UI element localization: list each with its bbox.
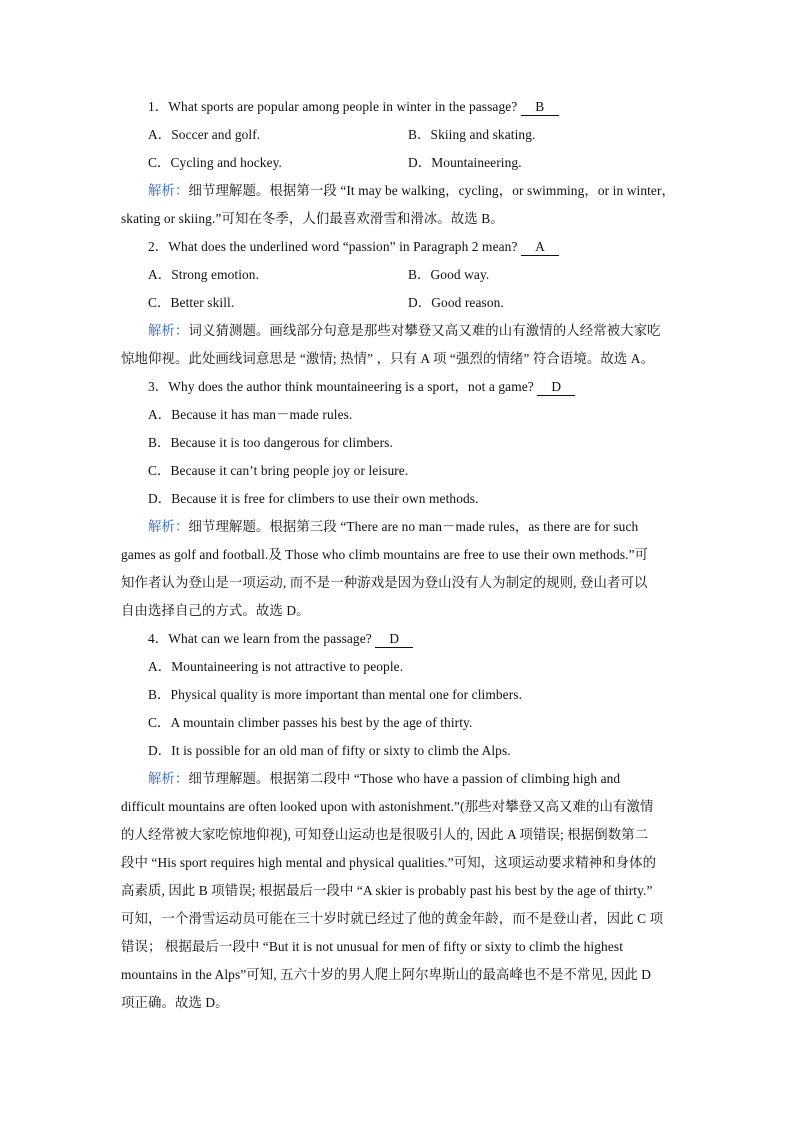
q3-explanation-line-3: 知作者认为登山是一项运动, 而不是一种游戏是因为登山没有人为制定的规则, 登山者可以	[121, 575, 648, 590]
q3-explanation-line-1	[148, 513, 680, 541]
q2-explanation-text-1: 词义猜测题。画线部分句意是那些对攀登又高又难的山有激情的人经常被大家吃	[188, 323, 661, 338]
q4-explanation-line-2: difficult mountains are often looked upon with astonishment.”(那些对攀登又高又难的山有激情	[121, 799, 654, 814]
question-3-answer: D	[537, 379, 575, 396]
explanation-label: 解析：	[148, 323, 189, 338]
q4-explanation-line-4: 段中 “His sport requires high mental and physical qualities.”可知，这项运动要求精神和身体的	[121, 855, 657, 870]
q3-option-b: B．Because it is too dangerous for climbers.	[148, 435, 393, 450]
q1-explanation-text-1: 细节理解题。根据第一段 “It may be walking，cycling，or swimming，or in winter，	[188, 183, 676, 198]
question-4-answer: D	[375, 631, 413, 648]
q4-explanation-line-1	[148, 765, 680, 793]
question-2-answer: A	[521, 239, 559, 256]
q1-option-a: A．Soccer and golf.	[148, 127, 261, 142]
q1-option-c: C．Cycling and hockey.	[148, 155, 282, 170]
q3-explanation-text-1: 细节理解题。根据第三段 “There are no man－made rules，as there are for such	[188, 519, 639, 534]
q4-option-a: A．Mountaineering is not attractive to people.	[148, 659, 404, 674]
explanation-label: 解析：	[148, 771, 189, 786]
q4-explanation-line-3: 的人经常被大家吃惊地仰视), 可知登山运动也是很吸引人的, 因此 A 项错误; 根据倒数第二	[121, 827, 649, 842]
explanation-label: 解析：	[148, 183, 189, 198]
q3-explanation-line-4: 自由选择自己的方式。故选 D。	[121, 603, 310, 618]
q4-option-d: D．It is possible for an old man of fifty or sixty to climb the Alps.	[148, 743, 511, 758]
question-3-stem	[148, 373, 708, 401]
q4-option-b: B．Physical quality is more important than mental one for climbers.	[148, 687, 523, 702]
q3-option-a: A．Because it has man－made rules.	[148, 407, 353, 422]
q2-explanation-line-1	[148, 317, 680, 345]
q3-option-d: D．Because it is free for climbers to use their own methods.	[148, 491, 479, 506]
q2-option-a: A．Strong emotion.	[148, 267, 260, 282]
explanation-label: 解析：	[148, 519, 189, 534]
q4-explanation-line-8: mountains in the Alps”可知, 五六十岁的男人爬上阿尔卑斯山的最高峰也不是不常见, 因此 D	[121, 967, 652, 982]
q1-option-b: B．Skiing and skating.	[408, 127, 536, 142]
question-2-text: 2．What does the underlined word “passion” in Paragraph 2 mean?	[148, 239, 518, 254]
question-1-answer: B	[521, 99, 559, 116]
q4-explanation-line-7: 错误； 根据最后一段中 “But it is not unusual for men of fifty or sixty to climb the highest	[121, 939, 624, 954]
question-3-text: 3．Why does the author think mountaineering is a sport，not a game?	[148, 379, 534, 394]
question-2-stem	[148, 233, 708, 261]
q2-option-c: C．Better skill.	[148, 295, 235, 310]
q4-explanation-line-6: 可知，一个滑雪运动员可能在三十岁时就已经过了他的黄金年龄，而不是登山者，因此 C 项	[121, 911, 664, 926]
q4-explanation-line-9: 项正确。故选 D。	[121, 995, 229, 1010]
q2-explanation-line-2: 惊地仰视。此处画线词意思是 “激情; 热情” ，只有 A 项 “强烈的情绪” 符合语境。故选 A。	[121, 351, 655, 366]
q1-option-d: D．Mountaineering.	[408, 155, 522, 170]
q2-option-d: D．Good reason.	[408, 295, 504, 310]
q3-explanation-line-2: games as golf and football.及 Those who climb mountains are free to use their own methods.”可	[121, 547, 649, 562]
q4-explanation-line-5: 高素质, 因此 B 项错误; 根据最后一段中 “A skier is probably past his best by the age of thirty.”	[121, 883, 653, 898]
question-1-stem	[148, 93, 708, 121]
q4-explanation-text-1: 细节理解题。根据第二段中 “Those who have a passion of climbing high and	[188, 771, 621, 786]
q1-explanation-line-1	[148, 177, 680, 205]
question-4-stem	[148, 625, 708, 653]
q1-explanation-line-2: skating or skiing.”可知在冬季，人们最喜欢滑雪和滑冰。故选 B。	[121, 211, 504, 226]
question-4-text: 4．What can we learn from the passage?	[148, 631, 372, 646]
q3-option-c: C．Because it can’t bring people joy or leisure.	[148, 463, 409, 478]
question-1-text: 1．What sports are popular among people in winter in the passage?	[148, 99, 518, 114]
q2-option-b: B．Good way.	[408, 267, 490, 282]
q4-option-c: C．A mountain climber passes his best by the age of thirty.	[148, 715, 473, 730]
